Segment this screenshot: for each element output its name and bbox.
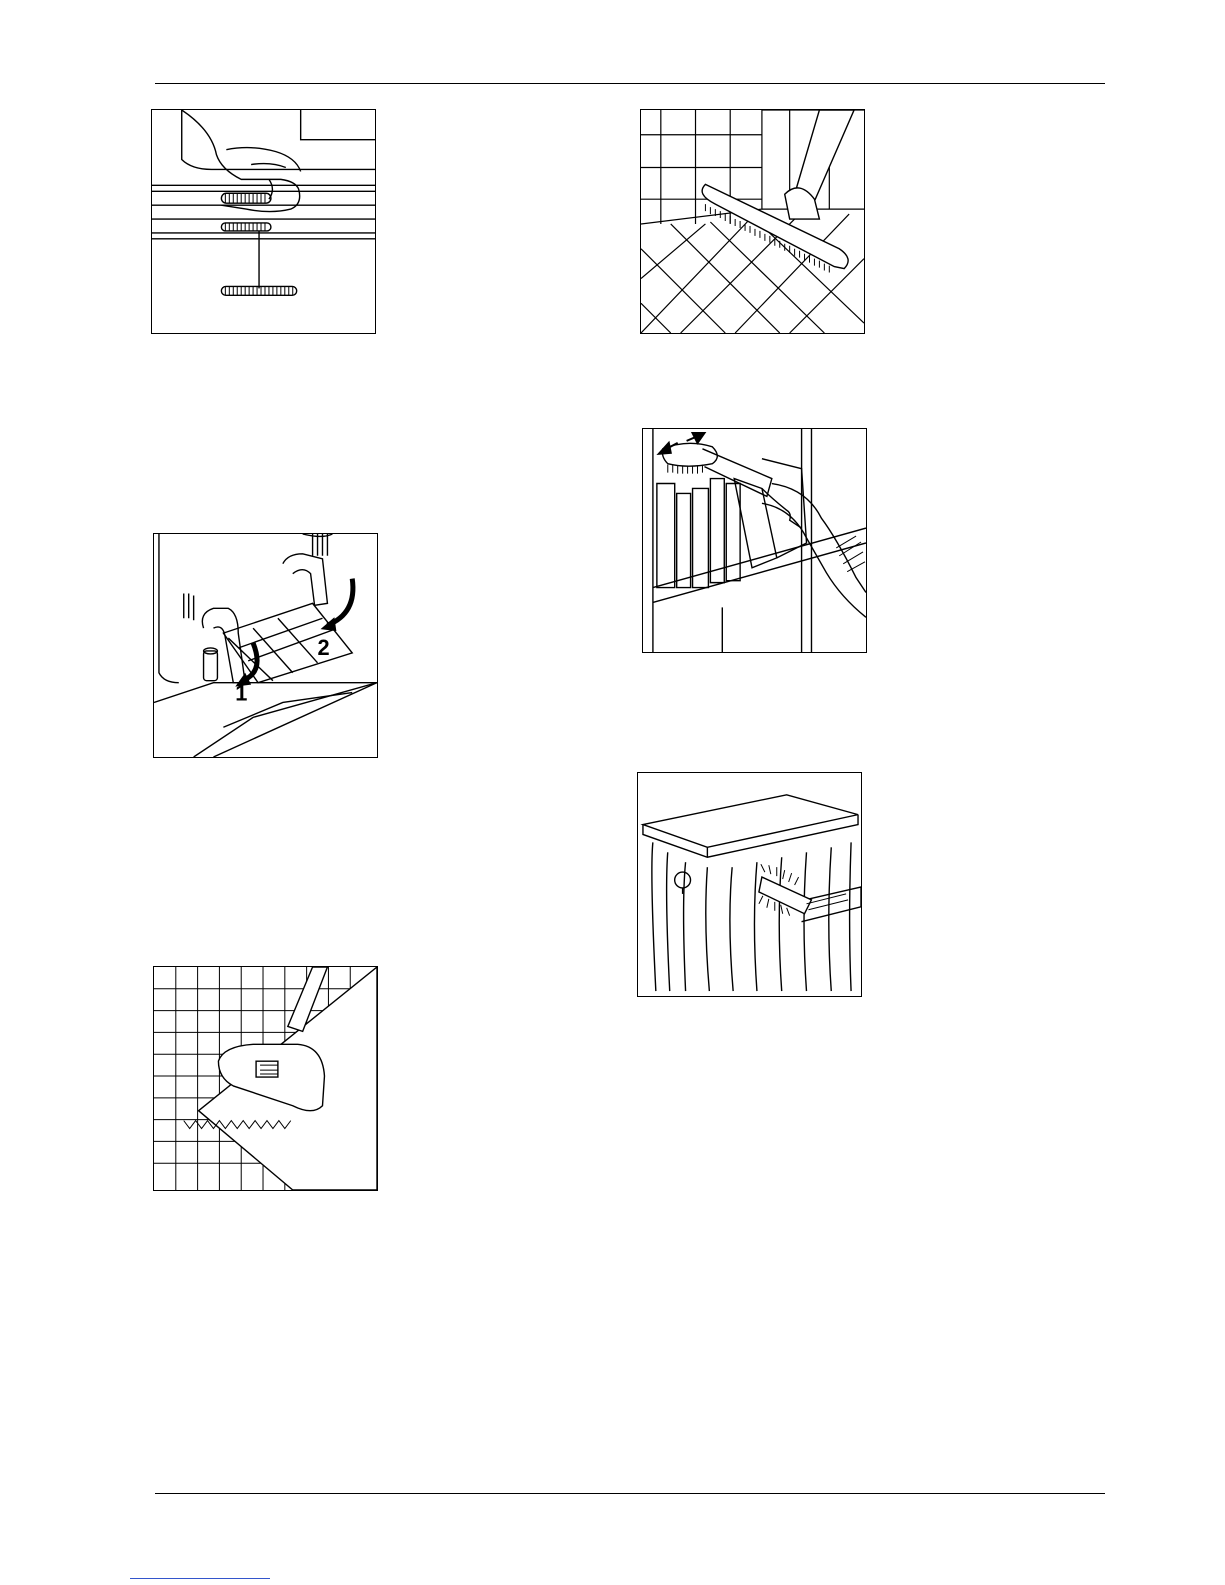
step-label-1: 1	[235, 680, 248, 706]
figure-turbo-brush-carpet	[153, 966, 378, 1191]
figure-dusting-brush-books	[642, 428, 867, 653]
figure-filter-steps	[153, 533, 378, 758]
illustration-filter-steps	[154, 534, 377, 757]
figure-hand-adjusting-strip	[151, 109, 376, 334]
illustration-hand-adjusting-strip	[152, 110, 375, 333]
figure-floor-nozzle-tiles	[640, 109, 865, 334]
figure-radiator-brush	[637, 772, 862, 997]
footer-rule	[155, 1493, 1105, 1494]
illustration-turbo-brush-carpet	[154, 967, 377, 1190]
step-label-2: 2	[317, 634, 330, 660]
header-rule	[155, 83, 1105, 84]
illustration-dusting-brush-books	[643, 429, 866, 652]
illustration-radiator-brush	[638, 773, 861, 996]
footer-link-underline	[130, 1578, 270, 1579]
illustration-floor-nozzle-tiles	[641, 110, 864, 333]
